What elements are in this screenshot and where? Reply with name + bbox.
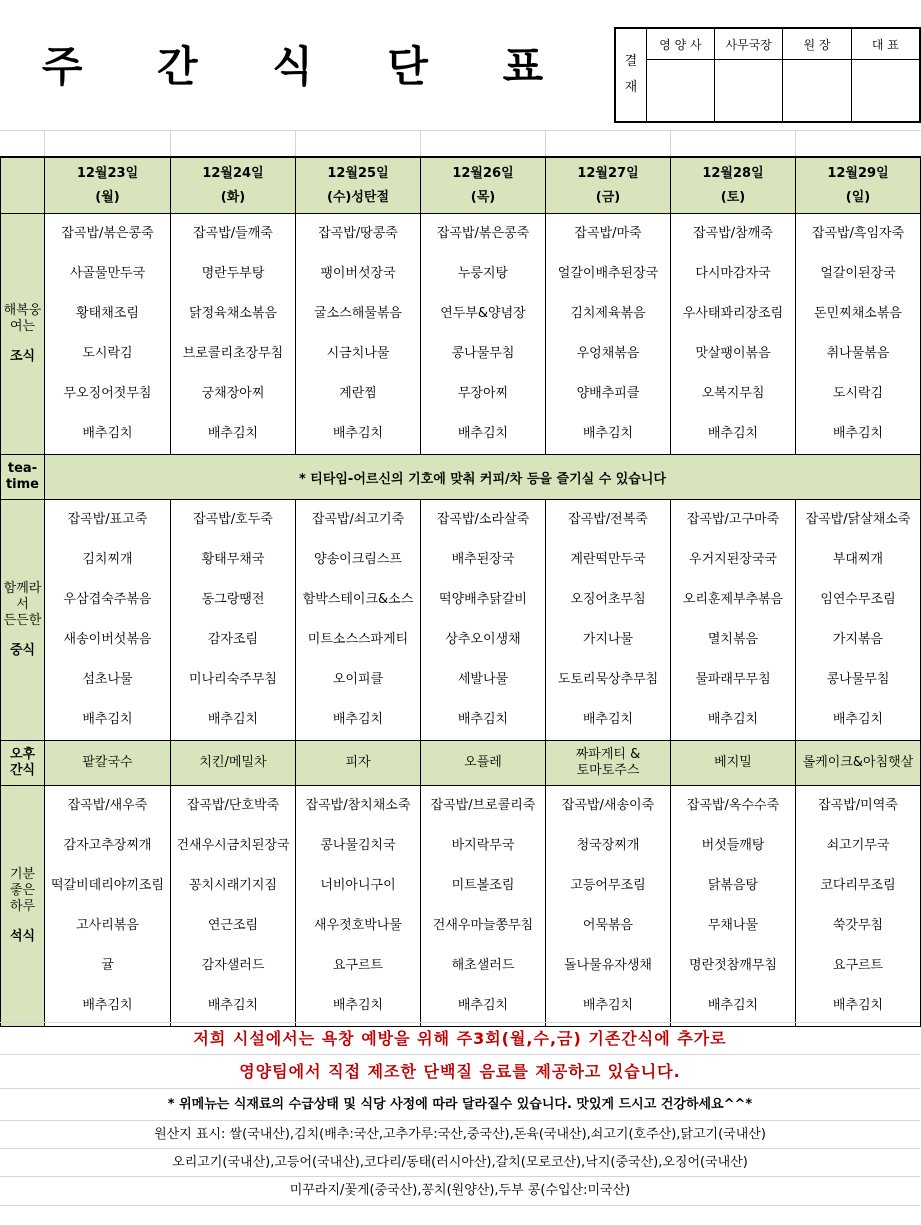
menu-item: 요구르트: [332, 958, 384, 973]
menu-item: 배추된장국: [451, 552, 515, 567]
menu-item: 잡곡밥/표고죽: [67, 512, 148, 527]
origin-line-1: 원산지 표시: 쌀(국내산),김치(배추:국산,고추가루:국산,중국산),돈육(국내산),쇠고기(호주산),닭고기(국내산): [0, 1120, 920, 1149]
spacer-row: [0, 130, 921, 157]
menu-item: 고사리볶음: [76, 918, 139, 933]
menu-item: 부대찌개: [832, 552, 884, 567]
day-of-week: (목): [470, 189, 496, 205]
day-header: [296, 157, 421, 214]
menu-item: 사골물만두국: [69, 266, 146, 281]
snack-item: [421, 741, 546, 786]
breakfast-day-menu: [671, 214, 796, 455]
category-breakfast: [1, 214, 45, 455]
menu-item: 쑥갓무침: [832, 918, 884, 933]
dinner-day-menu: [546, 786, 671, 1027]
menu-item: 잡곡밥/소라살죽: [436, 512, 530, 527]
menu-item: 배추김치: [707, 426, 759, 441]
signature-cell: [851, 60, 920, 122]
lunch-day-menu: [296, 500, 421, 741]
menu-item: 잡곡밥/옥수수죽: [686, 798, 780, 813]
day-of-week: (일): [845, 189, 871, 205]
menu-item: 무오징어젓무침: [63, 386, 152, 401]
menu-item: 새우젓호박나물: [314, 918, 402, 933]
menu-item: 배추김치: [582, 712, 634, 727]
category-snack: [1, 741, 45, 786]
lunch-day-menu: [546, 500, 671, 741]
day-header: [546, 157, 671, 214]
day-date: 12월23일: [76, 165, 139, 181]
lunch-day-menu: [671, 500, 796, 741]
menu-item: 맛살팽이볶음: [695, 346, 771, 361]
day-date: 12월28일: [702, 165, 764, 181]
dinner-day-menu: [45, 786, 171, 1027]
menu-item: 잡곡밥/참치채소죽: [305, 798, 411, 813]
menu-item: 코다리무조림: [820, 878, 896, 893]
menu-item: 잡곡밥/호두죽: [193, 512, 273, 527]
menu-item: 얼갈이된장국: [820, 266, 896, 281]
menu-item: 우삼겹숙주볶음: [63, 592, 152, 607]
snack-line: 롤케이크&아침햇살: [802, 755, 914, 770]
menu-item: 잡곡밥/브로콜리죽: [430, 798, 536, 813]
menu-item: 어묵볶음: [582, 918, 634, 933]
snack-line: 피자: [345, 755, 371, 770]
menu-item: 쇠고기무국: [826, 838, 890, 853]
menu-item: 가지볶음: [832, 632, 884, 647]
dinner-day-menu: [171, 786, 296, 1027]
menu-item: 콩나물무침: [451, 346, 515, 361]
snack-item: [171, 741, 296, 786]
day-header: [671, 157, 796, 214]
menu-item: 오리훈제부추볶음: [682, 592, 784, 607]
menu-item: 잡곡밥/참깨죽: [693, 226, 773, 241]
origin-line-3: 미꾸라지/꽃게(중국산),꽁치(원양산),두부 콩(수입산:미국산): [0, 1176, 920, 1206]
menu-item: 배추김치: [457, 998, 509, 1013]
menu-item: 가지나물: [582, 632, 634, 647]
menu-item: 잡곡밥/새우죽: [67, 798, 148, 813]
menu-item: 배추김치: [832, 426, 884, 441]
menu-item: 김치찌개: [82, 552, 133, 567]
approval-role-director: 원 장: [783, 28, 851, 60]
signature-cell: [646, 60, 714, 122]
lunch-day-menu: [796, 500, 921, 741]
menu-item: 떡갈비데리야끼조림: [50, 878, 165, 893]
day-date: 12월25일: [327, 165, 389, 181]
menu-item: 잡곡밥/들깨죽: [193, 226, 273, 241]
menu-item: 배추김치: [207, 998, 259, 1013]
menu-item: 연두부&양념장: [440, 306, 526, 321]
category-sub: 간식: [9, 763, 36, 778]
menu-item: 바지락무국: [451, 838, 515, 853]
menu-item: 황태무채국: [201, 552, 265, 567]
menu-item: 배추김치: [707, 712, 759, 727]
category-sub: 좋은: [9, 883, 36, 898]
menu-item: 감자조림: [207, 632, 259, 647]
snack-line: 치킨/메밀차: [199, 755, 267, 770]
menu-item: 잡곡밥/땅콩죽: [318, 226, 398, 241]
menu-item: 배추김치: [832, 712, 884, 727]
category-teatime: [1, 455, 45, 500]
category-sub: tea-: [7, 461, 38, 476]
menu-item: 누룽지탕: [457, 266, 509, 281]
menu-item: 명란젓참깨무침: [689, 958, 777, 973]
dinner-day-menu: [796, 786, 921, 1027]
page-title: 주 간 식 단 표: [41, 42, 574, 91]
corner-cell: [1, 157, 45, 214]
menu-item: 잡곡밥/고구마죽: [686, 512, 780, 527]
menu-item: 미트볼조림: [451, 878, 515, 893]
category-name: 조식: [9, 349, 36, 364]
menu-item: 무채나물: [707, 918, 759, 933]
category-sub: 하루: [9, 899, 36, 914]
menu-item: 콩나물무침: [826, 672, 890, 687]
menu-item: 브로콜리초장무침: [182, 346, 284, 361]
category-sub: 서: [16, 597, 29, 612]
approval-label-2: 재: [624, 80, 638, 95]
menu-item: 감자샐러드: [201, 958, 265, 973]
menu-item: 멸치볶음: [707, 632, 759, 647]
menu-item: 배추김치: [832, 998, 884, 1013]
weekly-menu-table: [0, 156, 921, 1027]
menu-item: 건새우시금치된장국: [176, 838, 290, 853]
category-sub: time: [5, 477, 40, 492]
menu-item: 고등어무조림: [570, 878, 646, 893]
menu-item: 명란두부탕: [201, 266, 265, 281]
menu-item: 동그랑땡전: [201, 592, 265, 607]
category-sub: 여는: [9, 319, 36, 334]
menu-item: 새송이버섯볶음: [63, 632, 152, 647]
menu-item: 물파래무무침: [695, 672, 771, 687]
category-name: 중식: [9, 643, 36, 658]
breakfast-day-menu: [296, 214, 421, 455]
menu-item: 청국장찌개: [576, 838, 640, 853]
category-sub: 오후: [9, 747, 36, 762]
day-date: 12월26일: [452, 165, 514, 181]
menu-item: 함박스테이크&소스: [302, 592, 414, 607]
day-date: 12월24일: [202, 165, 264, 181]
dinner-day-menu: [296, 786, 421, 1027]
menu-item: 우엉채볶음: [576, 346, 640, 361]
category-lunch: [1, 500, 45, 741]
menu-item: 도시락김: [82, 346, 133, 361]
menu-item: 배추김치: [457, 426, 509, 441]
approval-label-1: 결: [624, 54, 638, 69]
day-of-week: (금): [595, 189, 621, 205]
menu-item: 계란떡만두국: [570, 552, 646, 567]
menu-item: 미나리숙주무침: [189, 672, 277, 687]
menu-item: 우거지된장국국: [689, 552, 777, 567]
menu-item: 잡곡밥/새송이죽: [561, 798, 655, 813]
day-date: 12월27일: [577, 165, 639, 181]
menu-item: 배추김치: [82, 712, 133, 727]
menu-item: 황태채조림: [76, 306, 139, 321]
menu-item: 잡곡밥/단호박죽: [186, 798, 280, 813]
signature-cell: [715, 60, 783, 122]
menu-item: 감자고추장찌개: [63, 838, 152, 853]
snack-item: [796, 741, 921, 786]
menu-item: 계란찜: [339, 386, 377, 401]
snack-item: [546, 741, 671, 786]
menu-item: 잡곡밥/흑임자죽: [811, 226, 905, 241]
breakfast-day-menu: [45, 214, 171, 455]
menu-item: 굴소스해물볶음: [314, 306, 402, 321]
menu-item: 도시락김: [832, 386, 884, 401]
approval-box: [614, 27, 921, 123]
menu-item: 잡곡밥/닭살채소죽: [805, 512, 911, 527]
day-of-week: (수)성탄절: [326, 189, 390, 205]
snack-item: [671, 741, 796, 786]
day-of-week: (월): [95, 189, 120, 205]
day-of-week: (토): [720, 189, 746, 205]
dinner-day-menu: [421, 786, 546, 1027]
menu-item: 배추김치: [707, 998, 759, 1013]
menu-item: 배추김치: [332, 712, 384, 727]
approval-role-secretary: 사무국장: [715, 28, 783, 60]
day-header: [45, 157, 171, 214]
notice-red-1: 저희 시설에서는 욕창 예방을 위해 주3회(월,수,금) 기존간식에 추가로: [0, 1022, 920, 1055]
menu-item: 돈민찌채소볶음: [814, 306, 902, 321]
menu-item: 미트소스스파게티: [307, 632, 409, 647]
menu-item: 궁채장아찌: [201, 386, 265, 401]
menu-item: 요구르트: [832, 958, 884, 973]
category-sub: 든든한: [3, 613, 42, 628]
menu-item: 상추오이생채: [445, 632, 521, 647]
dinner-day-menu: [671, 786, 796, 1027]
approval-label: [615, 28, 646, 122]
menu-item: 잡곡밥/미역죽: [818, 798, 898, 813]
menu-item: 오복지무침: [701, 386, 765, 401]
notice-red-2: 영양팀에서 직접 제조한 단백질 음료를 제공하고 있습니다.: [0, 1054, 920, 1089]
lunch-day-menu: [45, 500, 171, 741]
menu-item: 배추김치: [332, 426, 384, 441]
category-name: 석식: [9, 929, 36, 944]
menu-item: 세발나물: [457, 672, 509, 687]
category-sub: 함께라: [3, 581, 42, 596]
menu-item: 무장아찌: [457, 386, 509, 401]
menu-item: 잡곡밥/볶은콩죽: [61, 226, 154, 241]
menu-item: 김치제육볶음: [570, 306, 646, 321]
menu-change-notice: * 위메뉴는 식재료의 수급상태 및 식당 사정에 따라 달라질수 있습니다. 맛있게 드시고 건강하세요^^*: [0, 1088, 920, 1121]
menu-item: 닭볶음탕: [707, 878, 759, 893]
breakfast-day-menu: [796, 214, 921, 455]
menu-item: 배추김치: [582, 998, 634, 1013]
snack-line: 베지밀: [714, 755, 752, 770]
category-sub: 기분: [9, 867, 36, 882]
menu-item: 오징어초무침: [570, 592, 646, 607]
breakfast-day-menu: [421, 214, 546, 455]
menu-item: 콩나물김치국: [320, 838, 396, 853]
approval-role-ceo: 대 표: [851, 28, 920, 60]
menu-item: 돌나물유자생채: [564, 958, 652, 973]
menu-item: 배추김치: [207, 426, 259, 441]
menu-item: 배추김치: [207, 712, 259, 727]
menu-item: 양송이크림스프: [314, 552, 402, 567]
breakfast-day-menu: [171, 214, 296, 455]
menu-item: 꽁치시래기지짐: [189, 878, 277, 893]
breakfast-day-menu: [546, 214, 671, 455]
menu-item: 취나물볶음: [826, 346, 890, 361]
snack-line: 토마토주스: [576, 763, 640, 778]
menu-item: 잡곡밥/볶은콩죽: [436, 226, 530, 241]
menu-item: 버섯들깨탕: [701, 838, 765, 853]
day-header: [421, 157, 546, 214]
approval-role-nutritionist: 영 양 사: [646, 28, 714, 60]
snack-item: [45, 741, 171, 786]
menu-item: 섬초나물: [82, 672, 133, 687]
menu-item: 배추김치: [332, 998, 384, 1013]
snack-line: 팥칼국수: [82, 755, 133, 770]
menu-item: 잡곡밥/전복죽: [568, 512, 648, 527]
menu-item: 얼갈이배추된장국: [557, 266, 659, 281]
lunch-day-menu: [421, 500, 546, 741]
menu-item: 잡곡밥/마죽: [574, 226, 642, 241]
menu-item: 너비아니구이: [320, 878, 396, 893]
menu-item: 오이피클: [332, 672, 384, 687]
menu-item: 팽이버섯장국: [320, 266, 396, 281]
menu-item: 배추김치: [582, 426, 634, 441]
menu-item: 배추김치: [82, 426, 133, 441]
category-sub: 해복웅: [3, 303, 42, 318]
menu-item: 잡곡밥/쇠고기죽: [311, 512, 405, 527]
menu-item: 양배추피클: [576, 386, 640, 401]
day-date: 12월29일: [827, 165, 889, 181]
menu-item: 임연수무조림: [820, 592, 896, 607]
menu-item: 건새우마늘쫑무침: [432, 918, 534, 933]
menu-item: 우사태꽈리장조림: [682, 306, 784, 321]
menu-item: 다시마감자국: [695, 266, 771, 281]
menu-item: 배추김치: [457, 712, 509, 727]
day-of-week: (화): [220, 189, 246, 205]
menu-item: 연근조림: [207, 918, 259, 933]
origin-line-2: 오리고기(국내산),고등어(국내산),코다리/동태(러시아산),갈치(모로코산),낙지(중국산),오징어(국내산): [0, 1148, 920, 1177]
menu-item: 떡양배추닭갈비: [439, 592, 527, 607]
teatime-note: * 티타임-어르신의 기호에 맞춰 커피/차 등을 즐기실 수 있습니다: [45, 455, 921, 500]
snack-line: 짜파게티 &: [575, 747, 641, 762]
day-header: [796, 157, 921, 214]
menu-item: 닭정육채소볶음: [189, 306, 277, 321]
lunch-day-menu: [171, 500, 296, 741]
snack-item: [296, 741, 421, 786]
day-header: [171, 157, 296, 214]
menu-item: 귤: [101, 958, 114, 973]
menu-item: 시금치나물: [326, 346, 390, 361]
category-dinner: [1, 786, 45, 1027]
menu-item: 배추김치: [82, 998, 133, 1013]
signature-cell: [783, 60, 851, 122]
snack-line: 오플레: [464, 755, 502, 770]
menu-item: 해초샐러드: [451, 958, 515, 973]
menu-item: 도토리묵상추무침: [557, 672, 659, 687]
